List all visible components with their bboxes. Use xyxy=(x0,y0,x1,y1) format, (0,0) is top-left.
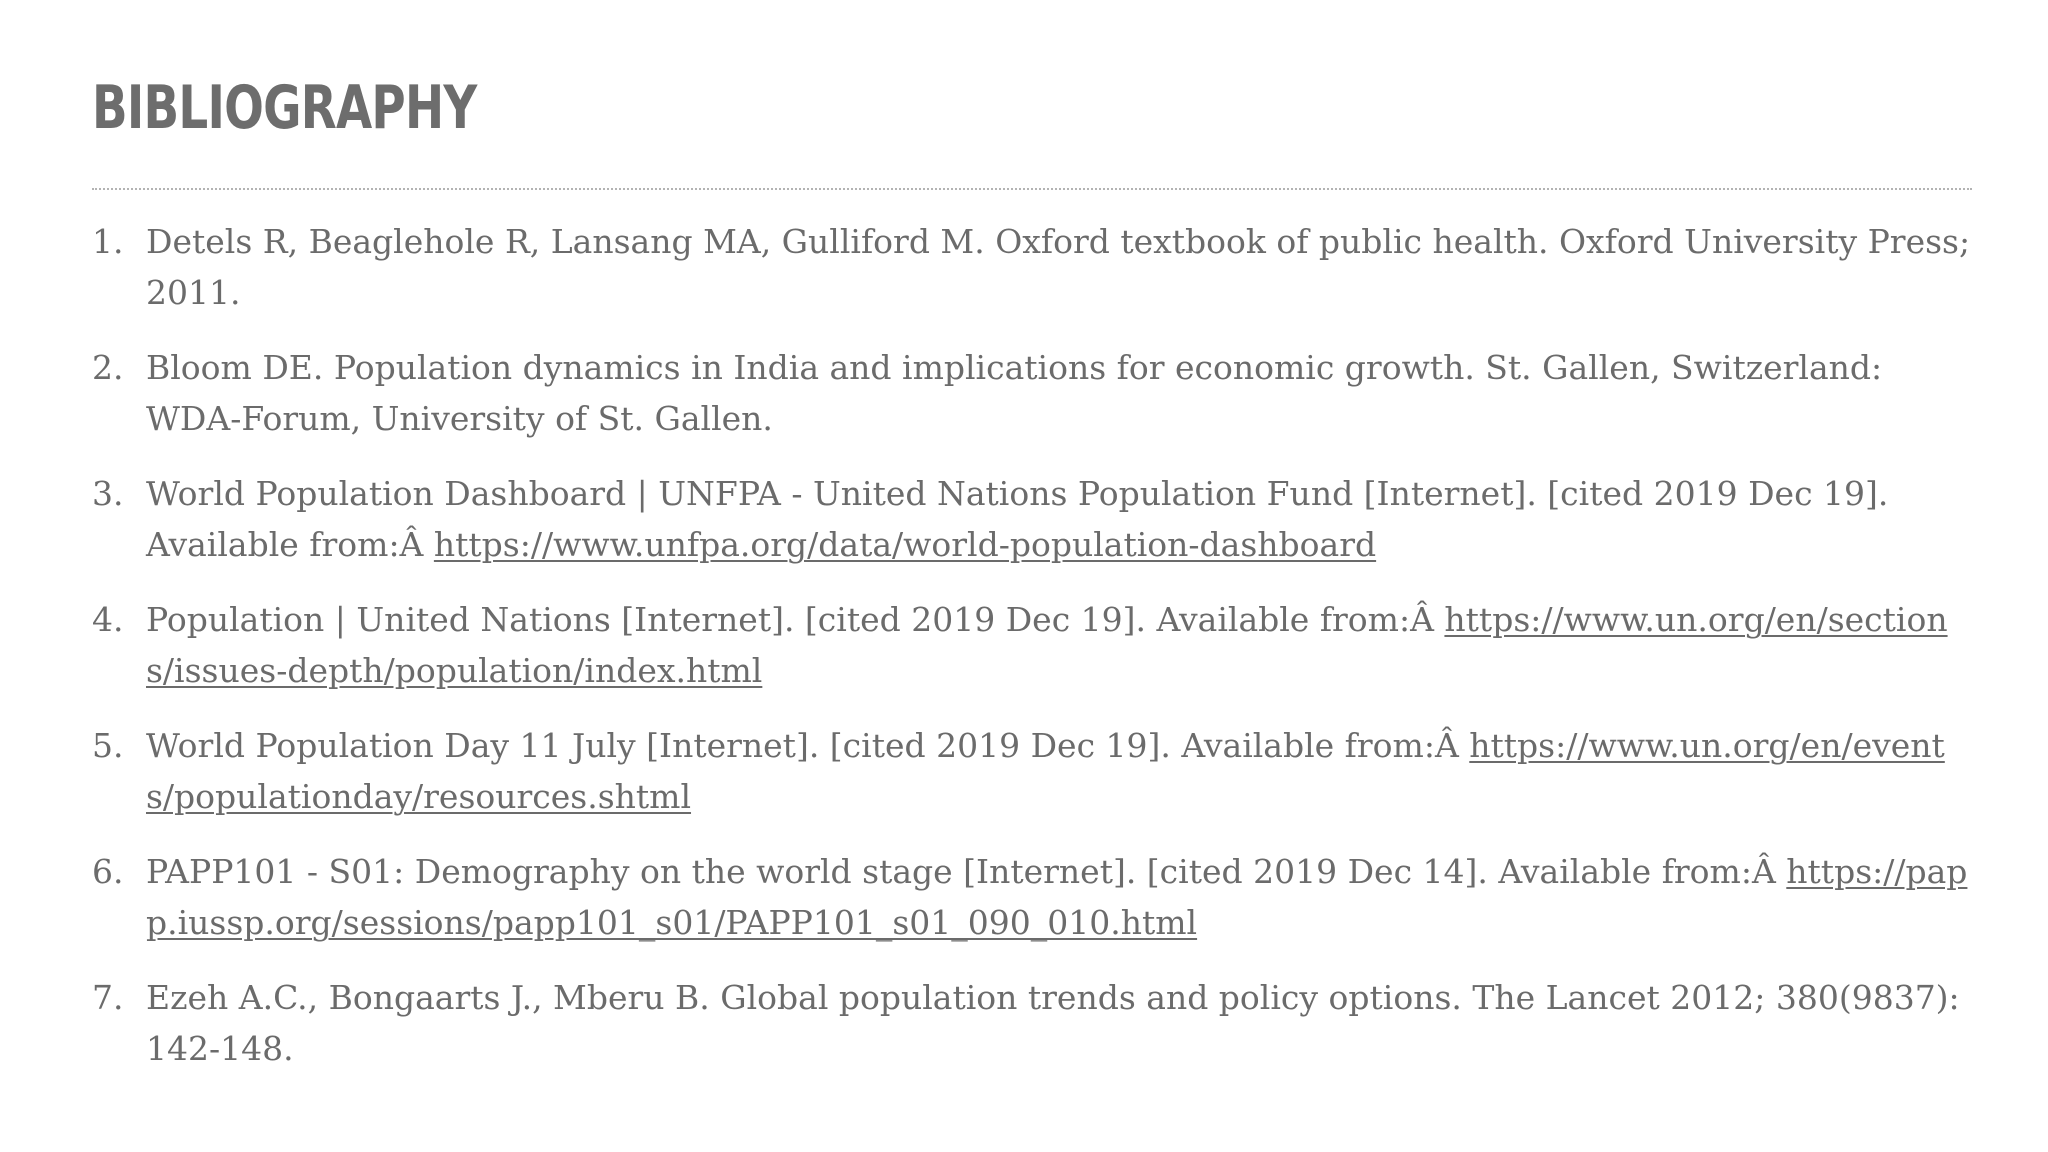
reference-item xyxy=(92,972,1972,1074)
reference-number: 3. xyxy=(92,474,124,513)
reference-text xyxy=(146,216,1972,318)
reference-citation: World Population Day 11 July [Internet]. [cited 2019 Dec 19]. Available from:Â xyxy=(146,726,1470,765)
reference-text xyxy=(146,846,1972,948)
reference-text xyxy=(146,972,1972,1074)
reference-citation: PAPP101 - S01: Demography on the world stage [Internet]. [cited 2019 Dec 14]. Available from:Â xyxy=(146,852,1787,891)
reference-link-unfpa-dashboard[interactable]: https://www.unfpa.org/data/world-population-dashboard xyxy=(433,525,1377,564)
page-title: BIBLIOGRAPHY xyxy=(92,73,477,143)
reference-number: 5. xyxy=(92,726,124,765)
reference-link-papp101[interactable]: https://papp.iussp.org/sessions/papp101_s01/PAPP101_s01_090_010.html xyxy=(146,852,1968,942)
reference-item xyxy=(92,342,1972,444)
reference-number: 4. xyxy=(92,600,124,639)
reference-link-population-day[interactable]: https://www.un.org/en/events/populationday/resources.shtml xyxy=(146,726,1945,816)
reference-text xyxy=(146,342,1972,444)
reference-link-un-population[interactable]: https://www.un.org/en/sections/issues-depth/population/index.html xyxy=(146,600,1948,690)
reference-citation: Population | United Nations [Internet]. [cited 2019 Dec 19]. Available from:Â xyxy=(146,600,1445,639)
reference-number: 7. xyxy=(92,978,124,1017)
reference-item xyxy=(92,468,1972,570)
reference-citation: World Population Dashboard | UNFPA - United Nations Population Fund [Internet]. [cited 2019 Dec 19]. Available from:Â xyxy=(146,474,1889,564)
reference-text xyxy=(146,594,1972,696)
reference-item xyxy=(92,216,1972,318)
reference-number: 6. xyxy=(92,852,124,891)
reference-item xyxy=(92,594,1972,696)
reference-text xyxy=(146,468,1972,570)
reference-item xyxy=(92,846,1972,948)
reference-list xyxy=(92,216,1972,1074)
title-divider xyxy=(92,188,1972,190)
reference-citation: Detels R, Beaglehole R, Lansang MA, Gulliford M. Oxford textbook of public health. Oxford University Press; 2011. xyxy=(146,222,1971,312)
reference-citation: Bloom DE. Population dynamics in India and implications for economic growth. St. Gallen, Switzerland: WDA-Forum, University of St. Gallen. xyxy=(146,348,1883,438)
reference-text xyxy=(146,720,1972,822)
reference-item xyxy=(92,720,1972,822)
reference-number: 1. xyxy=(92,222,124,261)
reference-citation: Ezeh A.C., Bongaarts J., Mberu B. Global population trends and policy options. The Lancet 2012; 380(9837): 142-148. xyxy=(146,978,1960,1068)
reference-number: 2. xyxy=(92,348,124,387)
